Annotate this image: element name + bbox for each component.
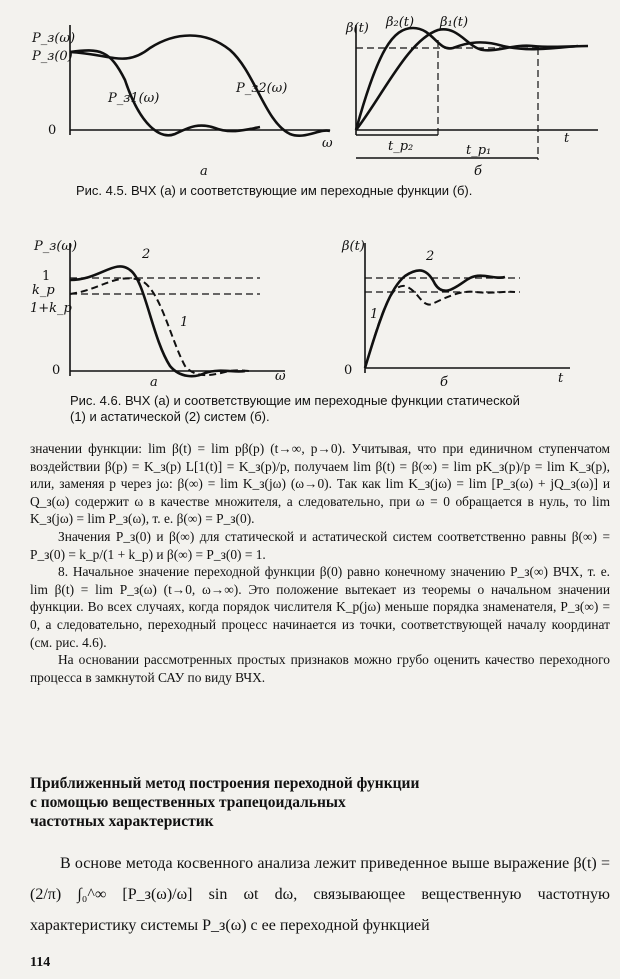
fig46-left-origin: 0 [52, 363, 61, 378]
fig45-left-ylabel: P_з(ω) [32, 31, 76, 46]
fig45-left-panel: а [200, 164, 208, 179]
fig45-beta1-label: β₁(t) [440, 15, 469, 30]
paragraph-2: Значения P_з(0) и β(∞) для статической и астатической систем соответственно равны β(∞) = P_з(0) = k_р/(1 + k_р) и β(∞) = P_з(0) = 1. [30, 528, 610, 562]
paragraph-4: На основании рассмотренных простых признаков можно грубо оценить качество переходного процесса в замкнутой САУ по виду ВЧХ. [30, 652, 610, 685]
fig45-left-ytick: P_з(0) [32, 49, 73, 64]
fig46-right-curve2: 2 [426, 249, 435, 264]
fig46-left-panel: а [150, 375, 158, 388]
figure-4-5-right [338, 10, 608, 185]
fig46-right-ylabel: β(t) [342, 239, 365, 254]
figure-4-6-right [330, 228, 610, 388]
page-number: 114 [30, 955, 51, 970]
figure-4-6-caption [70, 393, 520, 425]
fig46-tick-kp: k_p [32, 283, 55, 298]
fig46-left-curve2: 2 [142, 247, 151, 262]
body-text [30, 440, 610, 686]
fig45-curve1-label: P_з1(ω) [108, 91, 160, 106]
fig46-right-xlabel: t [558, 371, 564, 386]
fig46-tick-1kp: 1+k_p [30, 301, 72, 316]
fig45-left-xlabel: ω [322, 136, 333, 151]
figure-4-6-caption-line1: Рис. 4.6. ВЧХ (а) и соответствующие им переходные функции статической [70, 393, 520, 408]
fig45-right-xlabel: t [564, 131, 570, 146]
fig45-beta2-label: β₂(t) [386, 15, 415, 30]
paragraph-1: значении функции: lim β(t) = lim pβ(p) (t→∞, p→0). Учитывая, что при единичном ступенчатом воздействии β(p) = K_з(p) L[1(t)] = K_з(p)/p, получаем lim β(t) = β(∞) = lim pK_з(p)/p = lim K_з(p), или, заменяя p через jω: β(∞) = lim K_з(jω) (ω→0). Так как lim K_з(jω) = lim [P_з(ω) + jQ_з(ω)] и Q_з(ω) содержит ω в качестве множителя, а следовательно, при ω = 0 обращается в нуль, то lim K_з(jω) = lim P_з(ω), т. е. β(∞) = P_з(0). [30, 441, 610, 527]
fig46-left-curve1: 1 [180, 315, 189, 330]
fig46-right-curve1: 1 [370, 307, 379, 322]
fig45-tp2: t_p₂ [388, 139, 414, 154]
method-text: В основе метода косвенного анализа лежит приведенное выше выражение β(t) = (2/π) ∫₀^∞ [P_з(ω)/ω] sin ωt dω, связывающее вещественную частотную характеристику системы P_з(ω) с ее переходной функцией [30, 855, 610, 934]
fig46-right-panel: б [440, 375, 448, 388]
fig46-left-xlabel: ω [275, 369, 286, 384]
fig45-right-ylabel: β(t) [346, 21, 369, 36]
fig45-tp1: t_p₁ [466, 143, 492, 158]
fig45-right-panel: б [474, 164, 482, 179]
figure-4-6-caption-line2: (1) и астатической (2) систем (б). [70, 409, 270, 424]
fig46-left-ylabel: P_з(ω) [34, 239, 78, 254]
fig46-right-origin: 0 [344, 363, 353, 378]
figure-4-5-caption: Рис. 4.5. ВЧХ (а) и соответствующие им переходные функции (б). [76, 183, 473, 198]
fig45-curve2-label: P_з2(ω) [236, 81, 288, 96]
figure-4-6-left [30, 228, 300, 388]
section-heading-line1: Приближенный метод построения переходной функции [30, 775, 420, 792]
fig46-tick-1: 1 [42, 269, 51, 284]
section-heading [30, 774, 610, 831]
paragraph-3: 8. Начальное значение переходной функции β(0) равно конечному значению P_з(∞) ВЧХ, т. е. lim β(t) = lim P_з(ω) (t→0, ω→∞). Это положение вытекает из теоремы о начальном значении функции. Во всех случаях, когда порядок числителя K_р(jω) меньше порядка знаменателя, P_з(∞) = 0, а следовательно, переходный процесс начинается из точки, соответствующей началу координат (см. рис. 4.6). [30, 564, 610, 650]
fig45-left-origin: 0 [48, 123, 57, 138]
section-heading-line2: с помощью вещественных трапецоидальных [30, 794, 346, 811]
figure-4-5-left [30, 10, 340, 185]
section-heading-line3: частотных характеристик [30, 813, 214, 830]
